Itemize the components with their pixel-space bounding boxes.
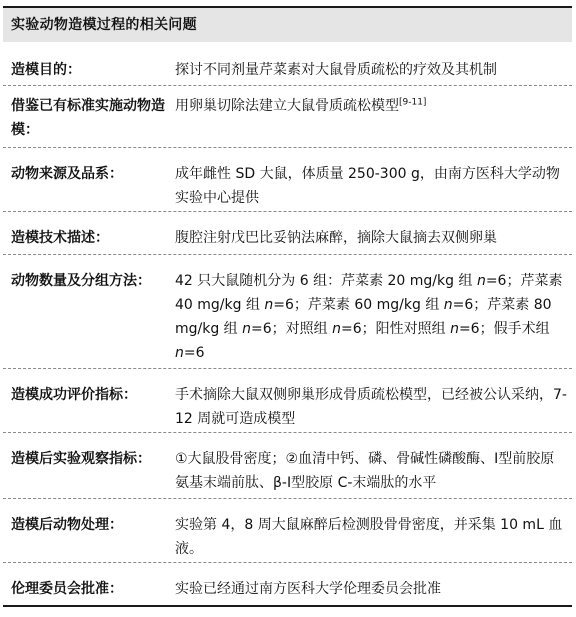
row-value: ①大鼠股骨密度；②血清中钙、磷、骨碱性磷酸酶、Ⅰ型前胶原氨基末端前肽、β-Ⅰ型胶原 C-末端肽的水平: [175, 451, 555, 491]
row-label: 造模后动物处理：: [11, 517, 123, 533]
table-row-source: [3, 148, 572, 212]
row-value: 实验第 4，8 周大鼠麻醉后检测股骨骨密度，并采集 10 mL 血液。: [175, 517, 563, 557]
row-value: 成年雌性 SD 大鼠，体质量 250-300 g，由南方医科大学动物实验中心提供: [175, 166, 560, 206]
row-label: 造模技术描述：: [11, 230, 109, 246]
row-label: 动物来源及品系：: [11, 166, 123, 182]
row-label: 造模目的：: [11, 62, 81, 78]
table-row-ethics: [3, 563, 572, 607]
table-row-observation: [3, 433, 572, 499]
info-table: [3, 44, 572, 607]
row-label: 动物数量及分组方法：: [11, 273, 151, 289]
table-row-evaluation: [3, 369, 572, 433]
table-row-grouping: [3, 255, 572, 369]
table-row-technique: [3, 212, 572, 255]
row-value: 手术摘除大鼠双侧卵巢形成骨质疏松模型，已经被公认采纳，7-12 周就可造成模型: [175, 387, 567, 427]
row-value: 探讨不同剂量芹菜素对大鼠骨质疏松的疗效及其机制: [175, 62, 497, 78]
citation-sup: [9-11]: [399, 97, 427, 108]
table-row-standard: [3, 86, 572, 148]
row-value: 42 只大鼠随机分为 6 组：芹菜素 20 mg/kg 组 n=6；芹菜素 40 mg/kg 组 n=6；芹菜素 60 mg/kg 组 n=6；芹菜素 80 mg/kg 组 n=6；对照组 n=6；阳性对照组 n=6；假手术组 n=6: [175, 273, 563, 361]
table-row-purpose: [3, 44, 572, 86]
row-value: 腹腔注射戊巴比妥钠法麻醉，摘除大鼠摘去双侧卵巢: [175, 230, 497, 246]
table-row-treatment: [3, 499, 572, 563]
row-value: 实验已经通过南方医科大学伦理委员会批准: [175, 581, 441, 597]
row-label: 造模后实验观察指标：: [11, 451, 151, 467]
row-value-text: 用卵巢切除法建立大鼠骨质疏松模型: [175, 98, 399, 114]
row-label: 伦理委员会批准：: [11, 581, 123, 597]
row-label: 借鉴已有标准实施动物造模：: [11, 98, 165, 138]
table-title: 实验动物造模过程的相关问题: [3, 6, 572, 42]
row-value: [175, 94, 572, 139]
row-label: 造模成功评价指标：: [11, 387, 137, 403]
